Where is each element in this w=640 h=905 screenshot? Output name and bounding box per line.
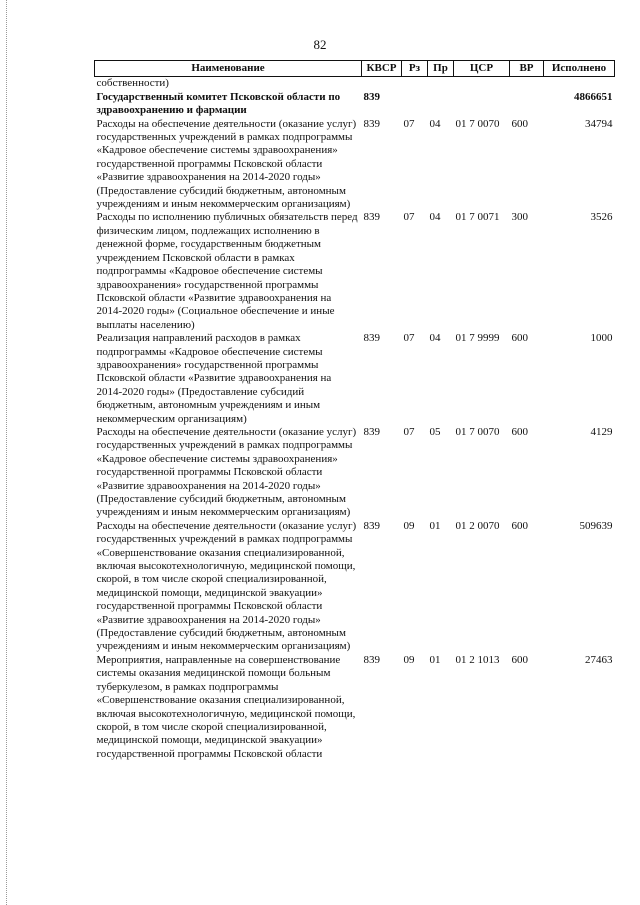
budget-table (94, 60, 615, 761)
cell-sum: 509639 (579, 519, 613, 532)
cell-name: Мероприятия, направленные на совершенствование системы оказания медицинской помощи больным туберкулезом, в рамках подпрограммы «Совершенствование оказания специализированной, включая высокотехнологичную, медицинской помощи, скорой, в том числе скорой специализированной, медицинской помощи, медицинской эвакуации» государственной программы Псковской области (96, 653, 356, 760)
cell-pr: 01 (429, 653, 441, 666)
cell-pr (428, 91, 454, 118)
cell-name: собственности) (96, 77, 169, 90)
cell-kvsr: 839 (363, 425, 380, 438)
cell-vr: 600 (511, 519, 528, 532)
cell-pr: 04 (429, 332, 441, 345)
cell-vr: 600 (511, 117, 528, 130)
cell-rz: 07 (403, 211, 415, 224)
table-row (95, 118, 615, 212)
cell-kvsr: 839 (363, 653, 380, 666)
cell-rz: 09 (403, 519, 415, 532)
cell-name: Расходы на обеспечение деятельности (оказание услуг) государственных учреждений в рамках подпрограммы «Кадровое обеспечение системы здравоохранения» государственной программы Псковской области «Развитие здравоохранения на 2014-2020 годы» (Предоставление субсидий бюджетным, автономным учреждениям и иным некоммерческим организациям) (96, 425, 357, 519)
cell-name: Расходы на обеспечение деятельности (оказание услуг) государственных учреждений в рамках подпрограммы «Совершенствование оказания специализированной, включая высокотехнологичную, медицинской помощи, скорой, в том числе скорой специализированной, медицинской помощи, медицинской эвакуации» государственной программы Псковской области «Развитие здравоохранения на 2014-2020 годы» (Предоставление субсидий бюджетным, автономным учреждениям и иным некоммерческим организациям) (96, 519, 357, 653)
cell-vr (510, 91, 544, 118)
cell-kvsr (362, 77, 402, 91)
page-number: 82 (313, 37, 327, 52)
cell-rz (402, 77, 428, 91)
column-header-name: Наименование (95, 61, 362, 77)
cell-vr: 600 (511, 332, 528, 345)
cell-kvsr: 839 (363, 117, 380, 130)
cell-csr (454, 77, 510, 91)
table-row (95, 426, 615, 520)
cell-pr: 01 (429, 519, 441, 532)
cell-rz: 07 (403, 117, 415, 130)
table-row (95, 91, 615, 118)
cell-csr: 01 2 0070 (455, 519, 500, 532)
cell-name: Расходы по исполнению публичных обязательств перед физическим лицом, подлежащих исполнению в денежной форме, государственным бюджетным учреждением Псковской области в рамках подпрограммы «Кадровое обеспечение системы здравоохранения» государственной программы Псковской области «Развитие здравоохранения на 2014-2020 годы» (Социальное обеспечение и иные выплаты населению) (96, 211, 358, 331)
cell-csr: 01 2 1013 (455, 653, 500, 666)
cell-pr (428, 77, 454, 91)
cell-name: Реализация направлений расходов в рамках подпрограммы «Кадровое обеспечение системы здравоохранения» государственной программы Псковской области «Развитие здравоохранения на 2014-2020 годы» (Предоставление субсидий бюджетным, автономным учреждениям и иным некоммерческим организациям) (96, 332, 332, 425)
table-header-row (95, 61, 615, 77)
column-header-rz: Рз (402, 61, 428, 77)
cell-vr: 600 (511, 425, 528, 438)
cell-vr: 600 (511, 653, 528, 666)
cell-vr: 300 (511, 211, 528, 224)
cell-pr: 05 (429, 425, 441, 438)
column-header-csr: ЦСР (454, 61, 510, 77)
cell-kvsr: 839 (363, 332, 380, 345)
cell-sum: 4129 (590, 425, 613, 438)
column-header-pr: Пр (428, 61, 454, 77)
table-row (95, 654, 615, 761)
cell-rz: 09 (403, 653, 415, 666)
cell-rz (402, 91, 428, 118)
cell-csr: 01 7 9999 (455, 332, 500, 345)
cell-name: Расходы на обеспечение деятельности (оказание услуг) государственных учреждений в рамках подпрограммы «Кадровое обеспечение системы здравоохранения» государственной программы Псковской области «Развитие здравоохранения на 2014-2020 годы» (Предоставление субсидий бюджетным, автономным учреждениям и иным некоммерческим организациям) (96, 117, 357, 211)
cell-csr (454, 91, 510, 118)
cell-sum: 1000 (590, 332, 613, 345)
column-header-sum: Исполнено (544, 61, 615, 77)
cell-csr: 01 7 0070 (455, 425, 500, 438)
cell-kvsr: 839 (363, 90, 380, 103)
cell-pr: 04 (429, 211, 441, 224)
cell-csr: 01 7 0071 (455, 211, 500, 224)
table-row (95, 211, 615, 332)
scan-edge-line (6, 0, 8, 905)
cell-csr: 01 7 0070 (455, 117, 500, 130)
column-header-kvsr: КВСР (362, 61, 402, 77)
cell-sum: 27463 (585, 653, 613, 666)
cell-rz: 07 (403, 425, 415, 438)
cell-name: Государственный комитет Псковской области по здравоохранению и фармации (96, 90, 341, 117)
cell-sum: 34794 (585, 117, 613, 130)
column-header-vr: ВР (510, 61, 544, 77)
table-row (95, 77, 615, 91)
cell-sum (544, 77, 615, 91)
cell-sum: 3526 (590, 211, 613, 224)
table-row (95, 520, 615, 654)
cell-kvsr: 839 (363, 519, 380, 532)
cell-sum: 4866651 (574, 90, 613, 103)
cell-pr: 04 (429, 117, 441, 130)
cell-vr (510, 77, 544, 91)
cell-rz: 07 (403, 332, 415, 345)
cell-kvsr: 839 (363, 211, 380, 224)
table-row (95, 332, 615, 426)
